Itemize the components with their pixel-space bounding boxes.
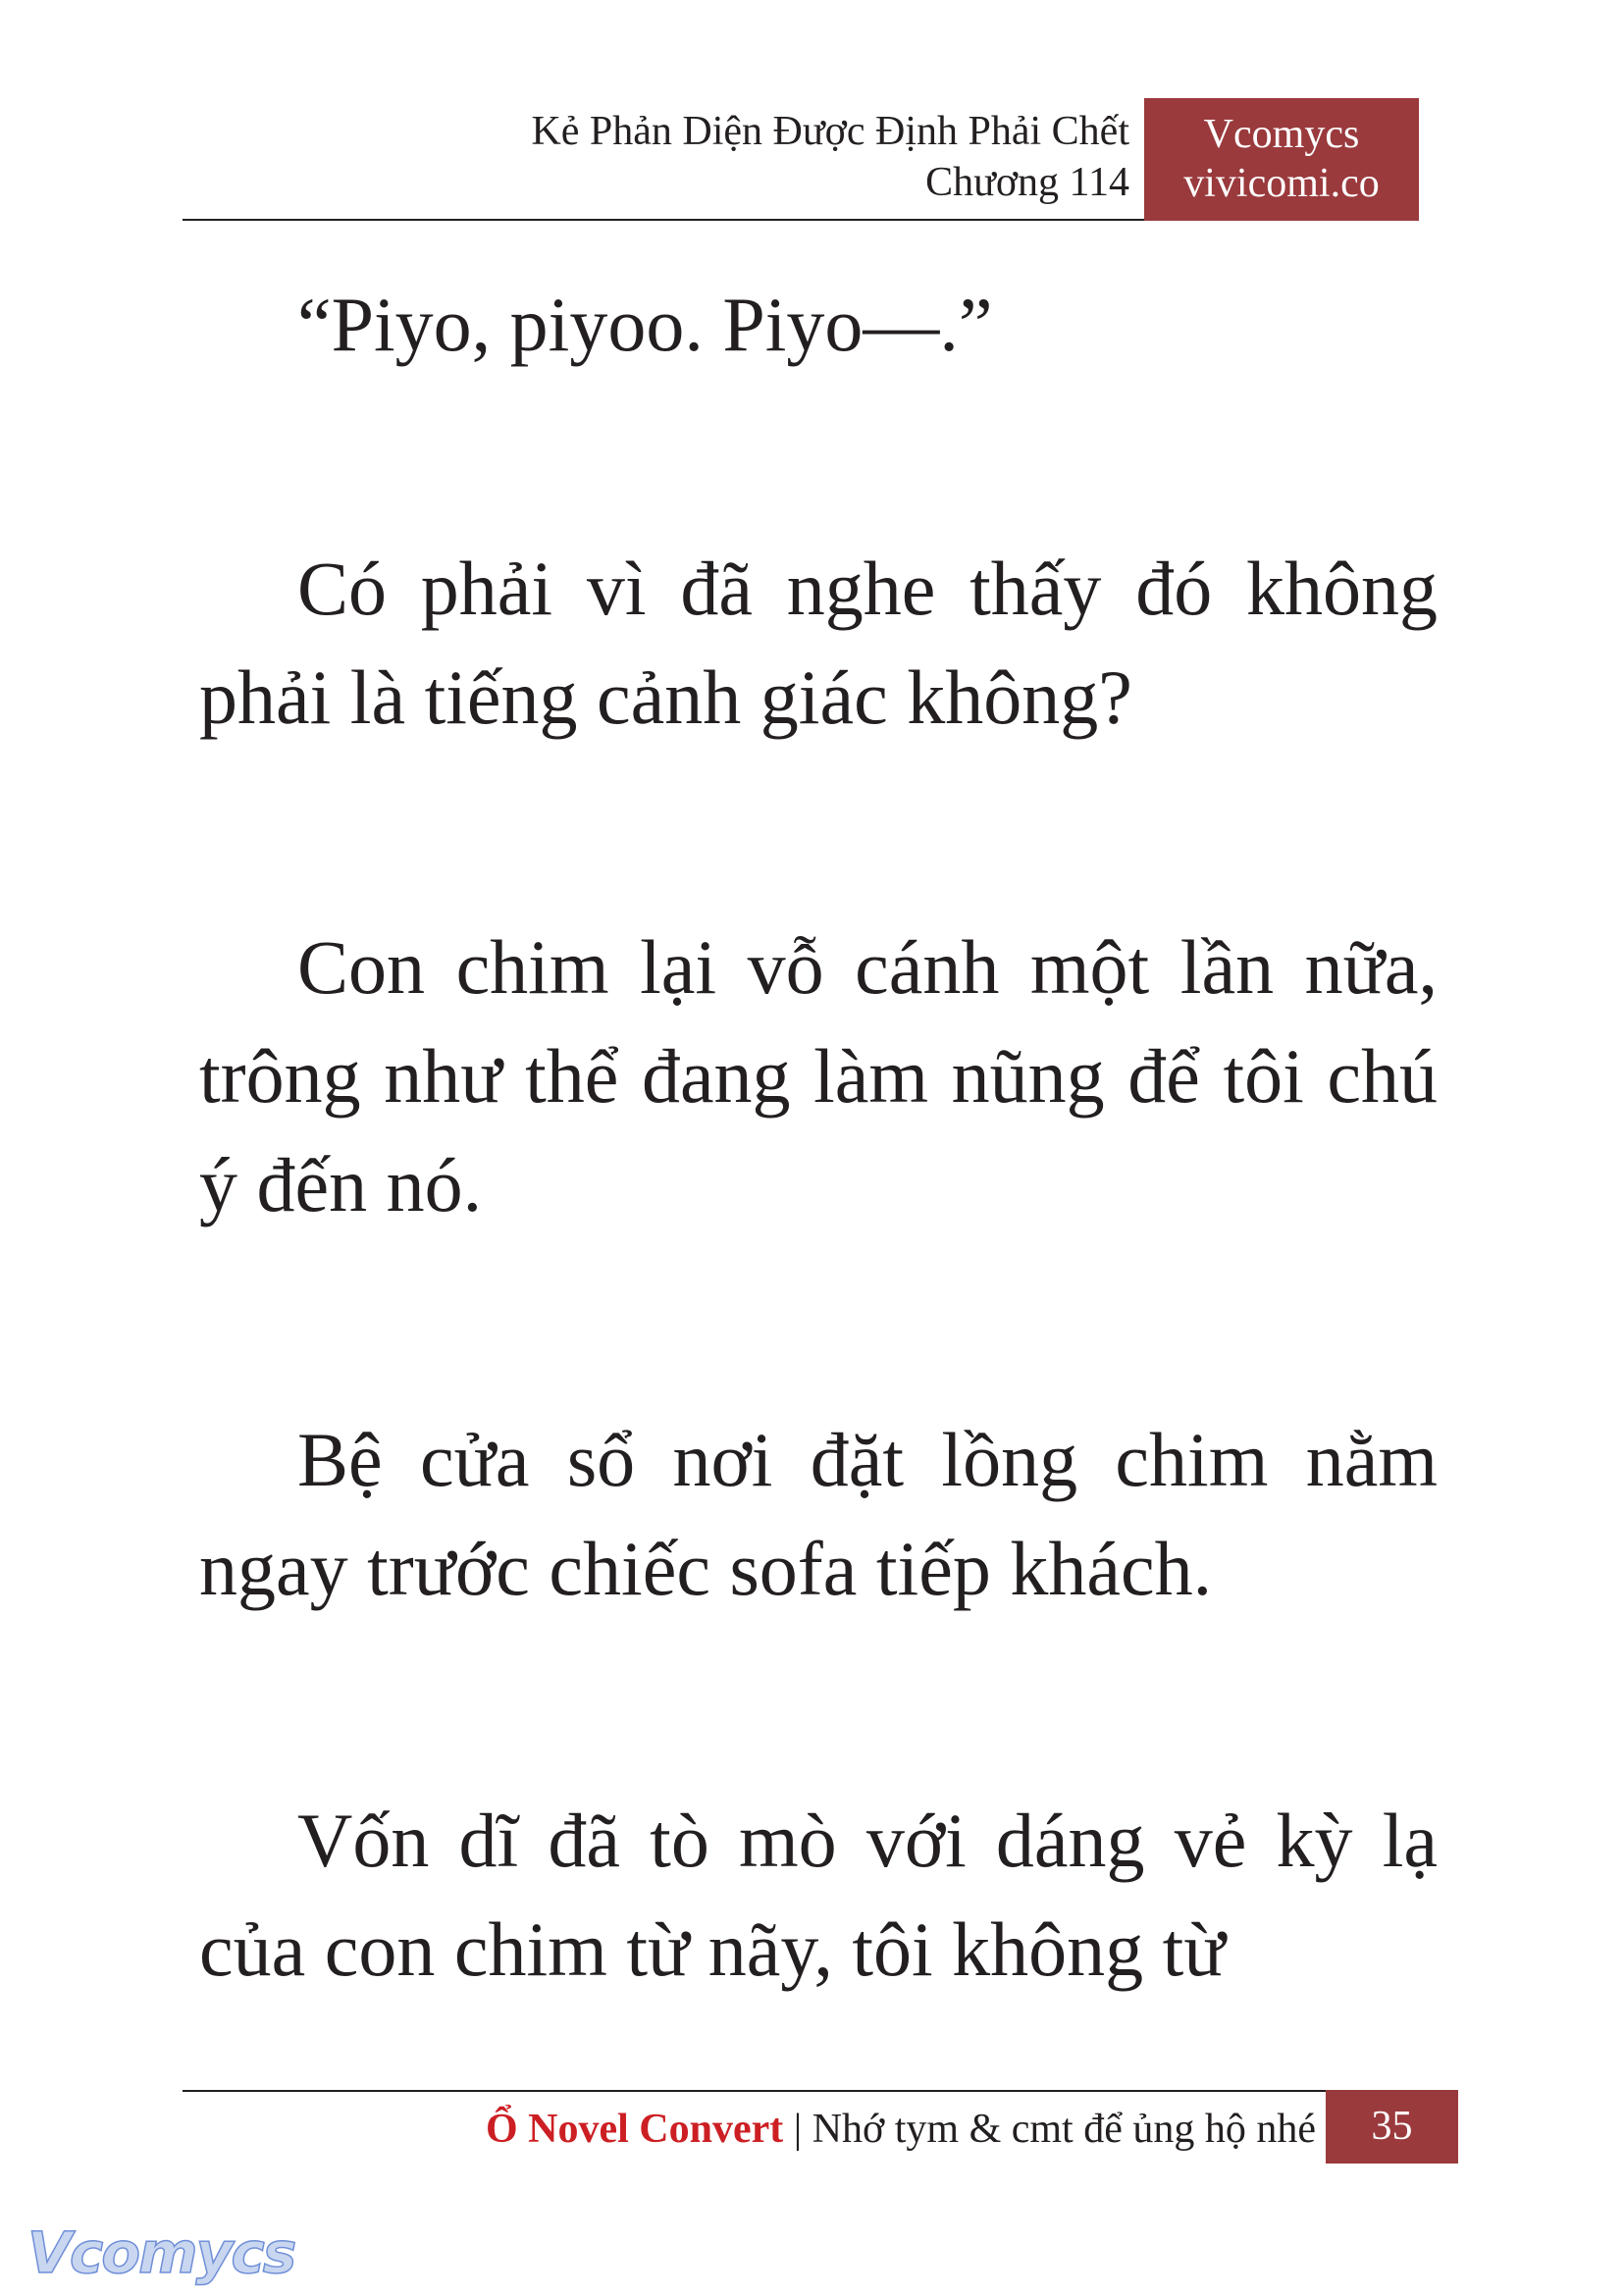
watermark-logo: Vcomycs: [27, 2219, 295, 2286]
footer-brand: Ổ Novel Convert: [485, 2107, 784, 2152]
page-header: [183, 98, 1419, 221]
chapter-label: Chương 114: [925, 160, 1129, 205]
brand-name: Vcomycs: [1203, 112, 1360, 157]
paragraph: “Piyo, piyoo. Piyo—.”: [297, 282, 993, 367]
footer-divider: [183, 2090, 1326, 2092]
book-title: Kẻ Phản Diện Được Định Phải Chết: [531, 109, 1129, 154]
paragraph: Vốn dĩ đã tò mò với dáng vẻ kỳ lạ của con chim từ nãy, tôi không từ: [199, 1798, 1438, 1992]
paragraph: Con chim lại vỗ cánh một lần nữa, trông như thể đang làm nũng để tôi chú ý đến nó.: [199, 924, 1438, 1227]
chapter-content: [199, 270, 1438, 2004]
page-number: 35: [1326, 2090, 1458, 2164]
footer-message: Nhớ tym & cmt để ủng hộ nhé: [812, 2107, 1316, 2152]
paragraph: Có phải vì đã nghe thấy đó không phải là tiếng cảnh giác không?: [199, 546, 1438, 740]
header-divider: [183, 219, 1144, 221]
brand-site: vivicomi.co: [1183, 161, 1380, 206]
header-title-block: [531, 106, 1129, 208]
page-footer: [183, 2090, 1458, 2164]
paragraph: Bệ cửa sổ nơi đặt lồng chim nằm ngay trước chiếc sofa tiếp khách.: [199, 1417, 1438, 1611]
footer-text: [486, 2100, 1316, 2159]
brand-box: [1144, 98, 1419, 221]
footer-separator: |: [793, 2107, 803, 2152]
